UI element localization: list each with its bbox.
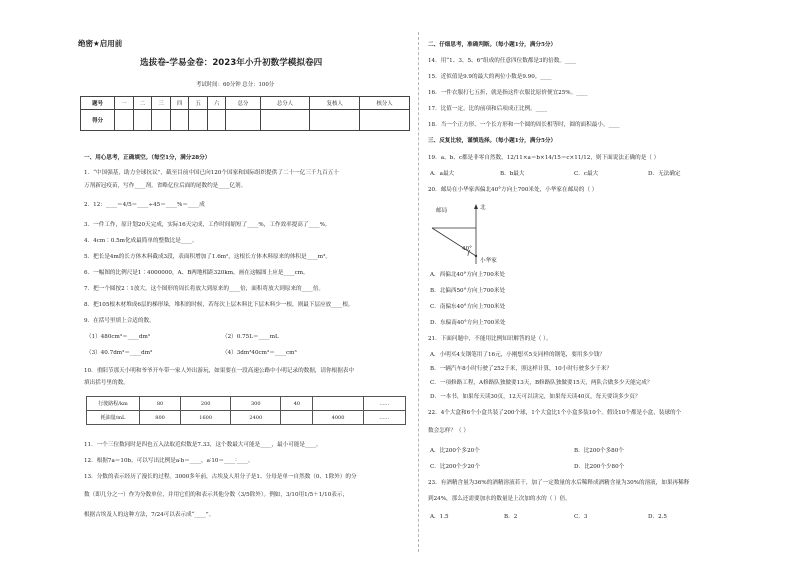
q9-line: 9．在括号里填上合适的数。 — [84, 318, 155, 324]
q16-line: 16．一件衣服打七五折，就是指这件衣服比原价便宜25%。____ — [428, 90, 588, 96]
q21-option-d[interactable]: D．一本书，如果每天读30页，12天可以读完，如果每天读40页，每天要读多少页？ — [430, 394, 641, 400]
q23-option-d[interactable]: D．2.5 — [648, 514, 667, 520]
q7-line: 7．把一个圆按2∶1放大，这个图形的周长将放大到原来的____倍，面积将放大到原来的____倍。 — [84, 286, 325, 292]
score-cell[interactable] — [133, 110, 152, 131]
score-header-cell: 五 — [189, 97, 208, 110]
q4-line: 4．4cm∶0.5m化成最简单的整数比是____。 — [84, 238, 198, 244]
q1-line: 万剂新冠疫苗，写作____剂，省略亿位后面的尾数约是____亿剂。 — [84, 183, 247, 189]
q20-option-a[interactable]: A．西偏北40°方向上700米处 — [430, 272, 505, 278]
q22-option-a[interactable]: A．比200个多20个 — [430, 448, 480, 454]
q21-line: 21．下面问题中，不能用比例知识解答的是（ ）。 — [428, 336, 552, 342]
q23-option-a[interactable]: A．1.5 — [430, 514, 449, 520]
q23-line: 到24%，那么还需要加水的数量是上次加的水的（ ）倍。 — [428, 496, 571, 502]
home-point — [475, 255, 477, 257]
score-cell[interactable] — [115, 110, 134, 131]
score-header-cell: 复核人 — [310, 97, 360, 110]
section1-title: 一、用心思考，正确填空。（每空1分，满分28分） — [84, 155, 211, 161]
q21-option-b[interactable]: B．一辆汽车8小时行驶了252千米，照这样计算，10小时行驶多少千米？ — [430, 366, 613, 372]
fuel-row-label: 行驶路程/km — [87, 397, 140, 411]
q15-line: 15．近似值是9.9的最大的两位小数是9.90。____ — [428, 74, 552, 80]
q22-line: 22．4个大盒和6个小盒共装了200个球，1个大盒比1个小盒多装10个。假设10个都是小盒，装球的个 — [428, 410, 682, 416]
score-cell[interactable] — [360, 110, 410, 131]
q17-line: 17．比值一定，比的前项和后项成正比例。____ — [428, 106, 547, 112]
q19-option-c[interactable]: C．c最大 — [574, 171, 599, 177]
score-header-cell: 六 — [207, 97, 226, 110]
section3-title: 三、反复比较，谨慎选择。（每小题1分，满分5分） — [428, 138, 557, 144]
score-cell[interactable] — [310, 110, 360, 131]
q19-line: 19．a、b、c都是非零自然数，12/11×a＝b×14/15＝c×11/12，则下面说法正确的是（ ） — [428, 155, 660, 161]
angle-label: 40° — [462, 246, 472, 252]
q18-line: 18．当一个正方形、一个长方形和一个圆的周长相等时，圆的面积最小。____ — [428, 122, 620, 128]
fuel-table — [86, 396, 406, 425]
q13-line: 根据古埃及人的这种方法，7/24可以表示成“____”。 — [84, 512, 215, 518]
fuel-cell: 200 — [181, 397, 231, 411]
score-header-cell: 核分人 — [360, 97, 410, 110]
q12-line: 12．根据7a＝10b，可以写出比例是a∶b＝____，a∶10＝____∶____。 — [84, 458, 254, 464]
score-header-cell: 四 — [170, 97, 189, 110]
home-label: 小华家 — [480, 258, 497, 264]
fuel-cell: 1600 — [181, 411, 231, 425]
fuel-cell: …… — [363, 411, 405, 425]
section2-title: 二、仔细思考，准确判断。（每小题1分，满分5分） — [428, 42, 557, 48]
q19-option-d[interactable]: D．无法确定 — [648, 171, 681, 177]
q13-line: 13．分数的表示经历了漫长的过程。3000多年前，古埃及人用分子是1、分母是单一自然数（0、1除外）的分 — [84, 474, 357, 480]
fuel-cell: 40 — [281, 397, 313, 411]
score-cell[interactable] — [226, 110, 260, 131]
q9-sub: （1）480cm³＝____dm³ — [86, 334, 151, 340]
score-header-cell: 题号 — [81, 97, 115, 110]
q3-line: 3．一件工作，原计划20天完成，实际16天完成，工作时间缩短了____%，工作效率提高了____%。 — [84, 222, 331, 228]
q2-line: 2．12：____＝4/5＝____÷45＝____%＝____成 — [84, 202, 205, 208]
q23-option-b[interactable]: B．2 — [504, 514, 518, 520]
score-cell[interactable] — [207, 110, 226, 131]
score-cell[interactable] — [260, 110, 310, 131]
score-header-cell: 总分人 — [260, 97, 310, 110]
q10-line: 10．重阳节那天小明和爷爷开车带一家人外出游玩，如果要在一段高速公路中小明记录的数据，请你根据表中 — [84, 368, 355, 374]
score-cell[interactable] — [189, 110, 208, 131]
fuel-cell: 4000 — [313, 411, 363, 425]
fuel-row-label: 耗油量/mL — [87, 411, 140, 425]
secret-label: 绝密★启用前 — [78, 39, 123, 48]
q13-line: 数（即几分之一）作为分数单位，并用它们的和表示其他分数（3/5除外）。例如，3/10用1/5＋1/10表示， — [84, 492, 349, 498]
q20-line: 20．邮局在小华家西偏北40°方向上700米处，小华家在邮局的（ ） — [428, 187, 598, 193]
score-cell[interactable] — [170, 110, 189, 131]
fuel-cell: 300 — [231, 397, 281, 411]
q1-line: 1．“中国强基，助力全球抗议”，截至目前中国已向120个国家和国际组织提供了二十一亿三千九百五十 — [84, 170, 339, 176]
score-header-cell: 三 — [152, 97, 171, 110]
score-table — [80, 96, 410, 131]
column-divider — [418, 32, 419, 552]
fuel-row-distance — [87, 397, 406, 411]
exam-meta: 考试时间：60分钟 总分：100分 — [196, 82, 275, 88]
exam-title: 选拔卷-学易金卷：2023年小升初数学模拟卷四 — [140, 58, 323, 68]
fuel-cell: 800 — [140, 411, 181, 425]
score-table-header-row — [81, 97, 410, 110]
q10-line: 填出括号里的数。 — [84, 380, 129, 386]
q9-sub: （3）40.7dm³＝____dm³ — [86, 350, 153, 356]
q20-option-c[interactable]: C．南偏东40°方向上700米处 — [430, 304, 506, 310]
q11-line: 11．一个三位数同时是四也五入法取近似数是7.33，这个数最大可能是____，最小可能是____。 — [84, 442, 322, 448]
q14-line: 14．用“1、3、5、6”组成的任意四位数都是3的倍数。____ — [428, 58, 577, 64]
q5-line: 5．把长是4m的长方体木料截成3段，表面积增加了1.6m²，这根长方体木料原来的体积是____m³。 — [84, 254, 331, 260]
q6-line: 6．一幅图的比例尺是1∶4000000，A、B两地相距320km，画在这幅图上应是____cm。 — [84, 270, 309, 276]
q22-option-c[interactable]: C．比200个少20个 — [430, 464, 481, 470]
fuel-row-consumption — [87, 411, 406, 425]
fuel-cell: 2400 — [231, 411, 281, 425]
fuel-cell: 80 — [140, 397, 181, 411]
q20-option-d[interactable]: D．东偏南40°方向上700米处 — [430, 320, 506, 326]
north-arrow-icon — [474, 204, 478, 209]
score-table-score-row — [81, 110, 410, 131]
q22-option-d[interactable]: D．比200个少80个 — [574, 464, 625, 470]
q23-option-c[interactable]: C．3 — [574, 514, 588, 520]
post-office-label: 邮局 — [436, 208, 448, 214]
q21-option-c[interactable]: C．一项修路工程，A修路队独做要13天，B修路队独做要15天，两队合做多少天能完成？ — [430, 380, 653, 386]
north-label: 北 — [480, 205, 486, 211]
score-header-cell: 二 — [133, 97, 152, 110]
q22-line: 数会怎样？（ ） — [428, 428, 469, 434]
fuel-cell — [313, 397, 363, 411]
q19-option-b[interactable]: B．b最大 — [500, 171, 525, 177]
q22-option-b[interactable]: B．比200个多80个 — [574, 448, 624, 454]
score-header-cell: 总分 — [226, 97, 260, 110]
q23-line: 23．有酒精含量为36%的酒精溶液若干，加了一定数量的水后稀释成酒精含量为30%的溶液，如果再稀释 — [428, 480, 690, 486]
q9-sub: （4）3dm³40cm³＝____cm³ — [222, 350, 297, 356]
q8-line: 8．把105根木材堆成6层的梯形垛，堆积的时候，若每次上层木料比下层木料少一根，则最下层应放____根。 — [84, 302, 354, 308]
score-cell[interactable] — [152, 110, 171, 131]
q9-sub: （2）0.75L＝____mL — [222, 334, 279, 340]
fuel-cell — [281, 411, 313, 425]
score-row-label: 得分 — [81, 110, 115, 131]
fuel-cell: …… — [363, 397, 405, 411]
score-header-cell: 一 — [115, 97, 134, 110]
q21-option-a[interactable]: A．小明买4支钢笔用了16元，小刚想买5支同样的钢笔，要用多少钱？ — [430, 352, 605, 358]
q19-option-a[interactable]: A．a最大 — [430, 171, 455, 177]
q20-option-b[interactable]: B．北偏西50°方向上700米处 — [430, 288, 506, 294]
